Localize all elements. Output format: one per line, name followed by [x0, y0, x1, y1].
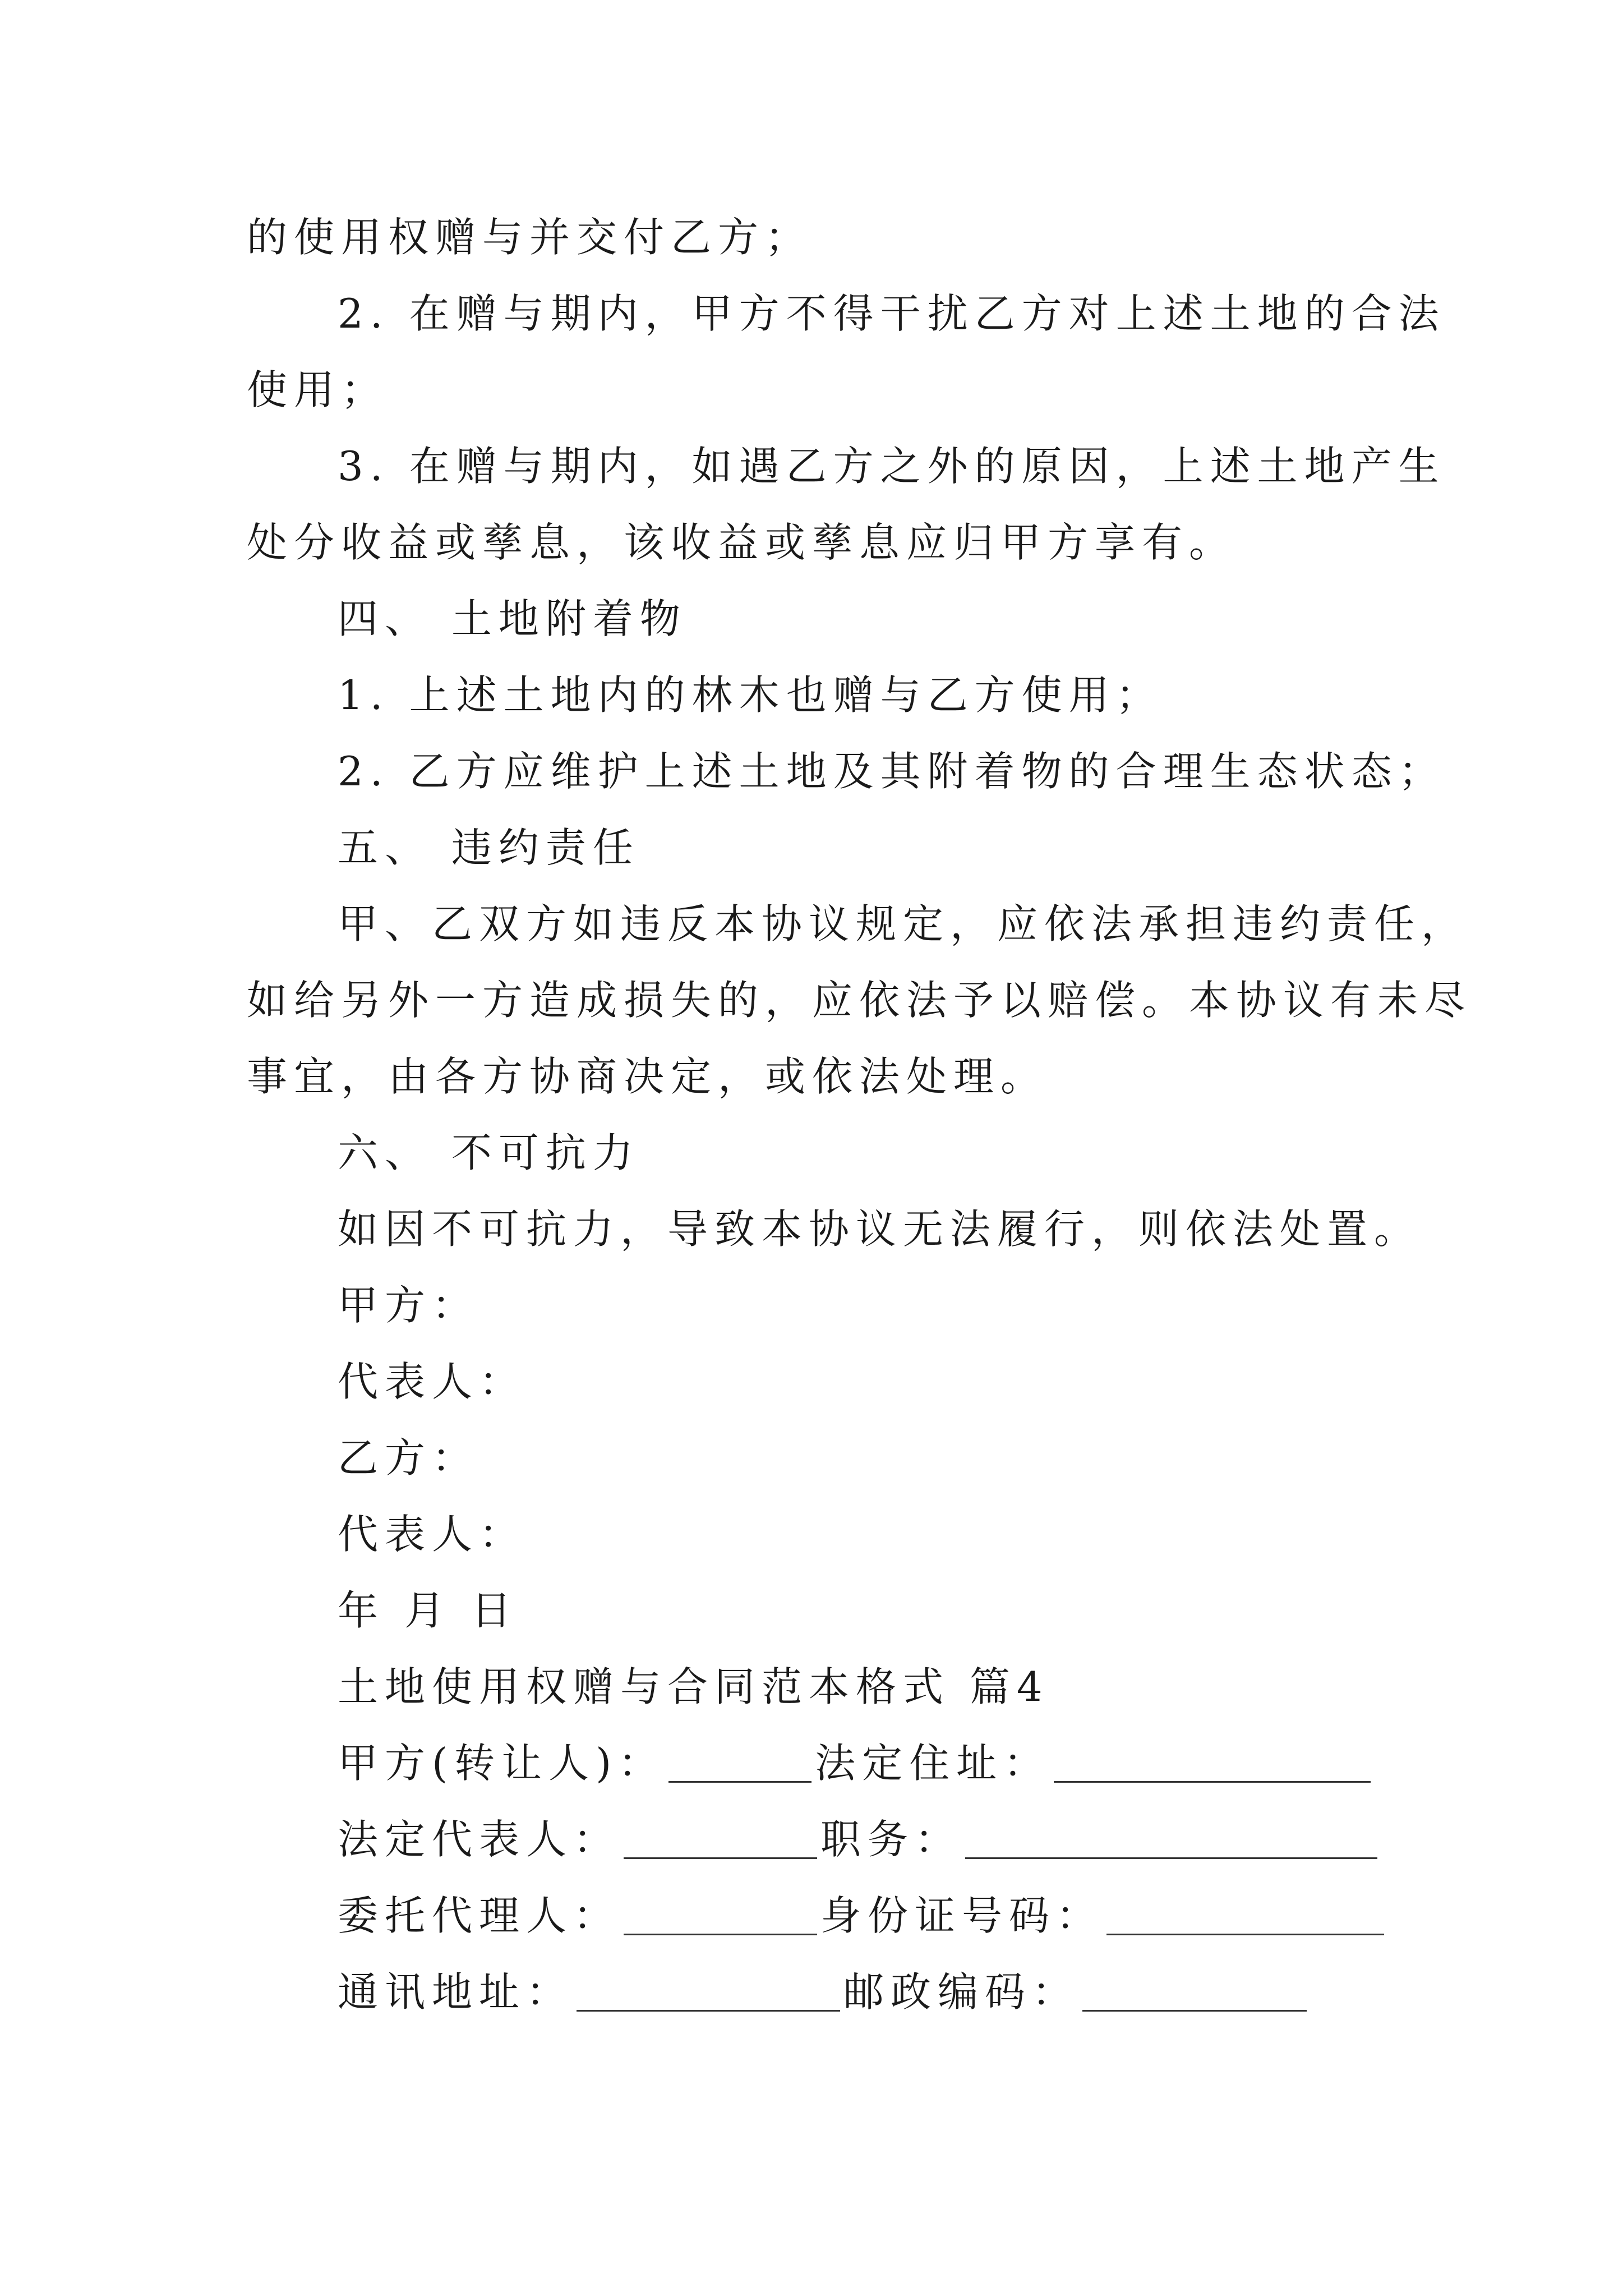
signature-rep-a: 代表人： — [338, 1358, 527, 1405]
form-row — [247, 1801, 1391, 1878]
signature-party-b: 乙方： — [338, 1434, 479, 1481]
section-heading-force-majeure: 六、 不可抗力 — [338, 1129, 640, 1176]
clause-1: 1. 上述土地内的林木也赠与乙方使用； — [338, 671, 1163, 719]
paragraph-line: 甲、乙双方如违反本协议规定，应依法承担违约责任， — [338, 900, 1469, 947]
mail-address-blank — [577, 1968, 840, 2012]
signature-date: 年 月 日 — [338, 1587, 518, 1634]
section-title: 土地使用权赠与合同范本格式 篇4 — [338, 1663, 1049, 1710]
form-row — [247, 1878, 1391, 1954]
clause-2: 2. 在赠与期内，甲方不得干扰乙方对上述土地的合法 — [338, 290, 1446, 337]
party-a-blank — [668, 1740, 811, 1783]
legal-address-label: 法定住址： — [815, 1740, 1051, 1787]
mail-address-label: 通讯地址： — [338, 1968, 574, 2016]
section-heading-breach: 五、 违约责任 — [338, 824, 640, 871]
signature-party-a: 甲方： — [338, 1282, 479, 1329]
form-row — [247, 1725, 1391, 1801]
clause-3: 3. 在赠与期内，如遇乙方之外的原因，上述土地产生 — [338, 443, 1446, 490]
paragraph-line: 如给另外一方造成损失的，应依法予以赔偿。本协议有未尽 — [247, 977, 1472, 1024]
legal-address-blank — [1054, 1740, 1371, 1783]
document-body — [247, 199, 1472, 2030]
legal-rep-blank — [624, 1816, 817, 1859]
postal-code-label: 邮政编码： — [843, 1968, 1080, 2016]
paragraph-line: 如因不可抗力，导致本协议无法履行，则依法处置。 — [338, 1205, 1422, 1253]
position-blank — [965, 1816, 1377, 1859]
signature-rep-b: 代表人： — [338, 1511, 527, 1558]
paragraph-line: 的使用权赠与并交付乙方； — [247, 214, 813, 261]
form-row — [247, 1954, 1391, 2030]
agent-blank — [624, 1892, 817, 1935]
paragraph-line: 处分收益或孳息，该收益或孳息应归甲方享有。 — [247, 519, 1237, 566]
agent-label: 委托代理人： — [338, 1892, 621, 1939]
paragraph-line: 事宜，由各方协商决定，或依法处理。 — [247, 1053, 1048, 1100]
id-number-label: 身份证号码： — [820, 1892, 1104, 1939]
party-a-label: 甲方(转让人)： — [338, 1740, 666, 1787]
legal-rep-label: 法定代表人： — [338, 1816, 621, 1863]
postal-code-blank — [1082, 1968, 1307, 2012]
section-heading-attachments: 四、 土地附着物 — [338, 595, 687, 642]
id-number-blank — [1106, 1892, 1384, 1935]
position-label: 职务： — [820, 1816, 962, 1863]
paragraph-line: 使用； — [247, 366, 389, 413]
clause-2: 2. 乙方应维护上述土地及其附着物的合理生态状态； — [338, 748, 1446, 795]
